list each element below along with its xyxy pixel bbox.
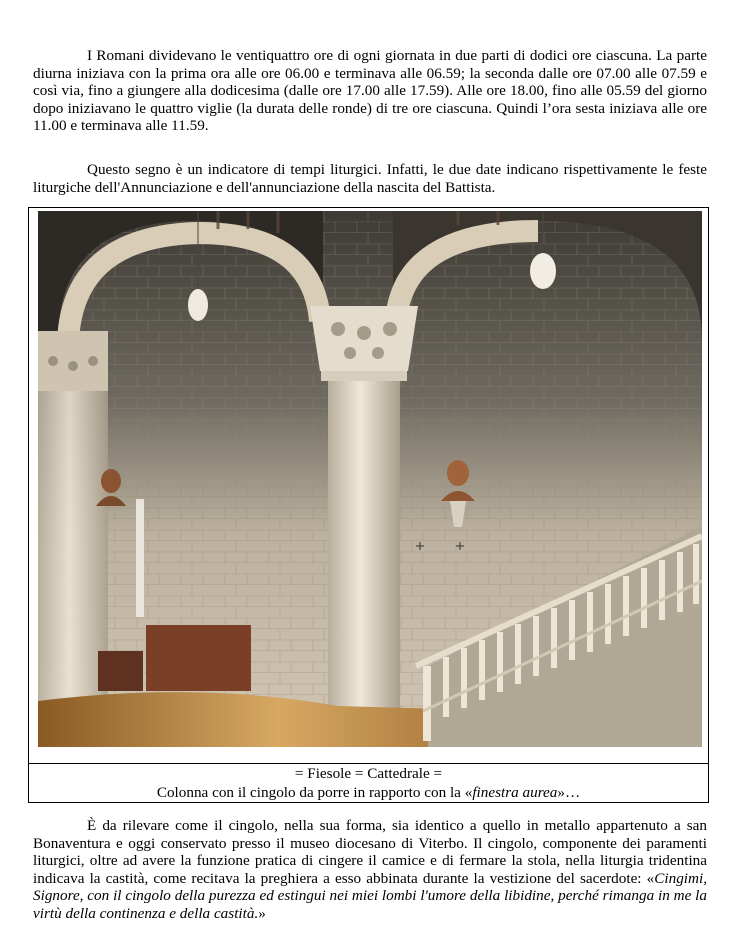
paragraph-cingolo: [33, 817, 707, 922]
paragraph-cingolo-text: È da rilevare come il cingolo, nella sua forma, sia identico a quello in metallo appartenuto a san Bonaventura e oggi conservato presso il museo diocesano di Viterbo. Il cingolo, componente dei paramenti liturgici, oltre ad avere la funzione pratica di cingere il camice e di fermare la stola, nella liturgia tridentina indicava la castità, come recitava la preghiera a esso abbinata durante la vestizione del sacerdote: «: [33, 817, 707, 887]
paragraph-liturgical-sign: Questo segno è un indicatore di tempi liturgici. Infatti, le due date indicano rispettivamente le feste liturgiche dell'Annunciazione e dell'annunciazione della nascita del Battista.: [33, 161, 707, 196]
paragraph-cingolo-end: »: [258, 904, 266, 922]
caption-location: = Fiesole = Cattedrale =: [294, 765, 443, 782]
prayer-quote: Cingimi, Signore, con il cingolo della purezza ed estingui nei miei lombi l'umore della libidine, perché rimanga in me la virtù della continenza e della castità.: [33, 869, 707, 922]
caption-divider: [28, 763, 709, 764]
cathedral-photo-illustration: [38, 211, 702, 747]
caption-description: [28, 784, 709, 802]
cathedral-interior-photo: [38, 211, 702, 747]
caption-italic-term: finestra aurea: [472, 784, 558, 801]
caption-text: Colonna con il cingolo da porre in rapporto con la «: [156, 784, 473, 801]
paragraph-roman-hours: I Romani dividevano le ventiquattro ore di ogni giornata in due parti di dodici ore ciascuna. La parte diurna iniziava con la prima ora alle ore 06.00 e terminava alle 06.59; la seconda dalle ore 07.00 alle 07.59 e così via, fino a giungere alla dodicesima (dalle ore 17.00 alle 17.59). Alle ore 18.00, fino alle 05.59 del giorno dopo iniziavano le quattro viglie (la durata delle ronde) di tre ore ciascuna. Quindi l’ora sesta iniziava alle ore 11.00 e terminava alle 11.59.: [33, 47, 707, 134]
caption-text-end: »…: [557, 784, 581, 801]
